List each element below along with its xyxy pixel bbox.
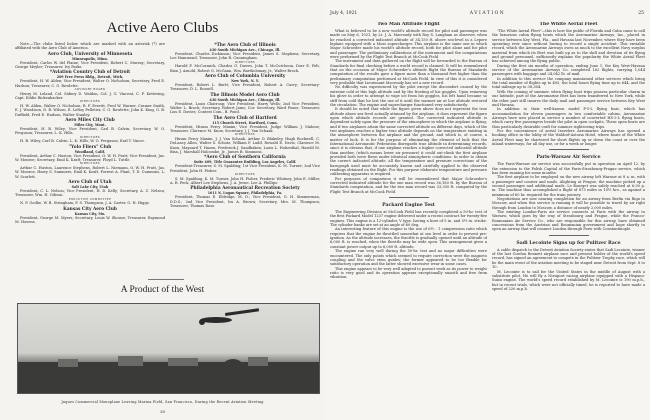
- article-paragraph: Negotiations are now nearing completion for an airway from Berlin via Riga to Moscow, and when this service is running it will be possible to travel by air right through from London to Moscow, a distance of nearly 2,000 miles.: [492, 197, 645, 210]
- club-name: Aero Club of Columbia University: [204, 73, 286, 79]
- page-title: Active Aero Clubs: [106, 20, 219, 36]
- directors-label: DIRECTORS: [234, 173, 256, 177]
- article-paragraph: For the convenience of aerial travelers Aeromarine Airways has opened a booking office in the lobby of the Waldorf-Astoria Hotel, where boats of the White Aerial Fleet may be chartered for short flights up or down the coast or over the inland waterways, for all day use, or for a week or longer.: [492, 128, 645, 146]
- header-magazine: AVIATION: [469, 11, 506, 16]
- club-address: Minneapolis, Minn.: [72, 56, 108, 61]
- board-label: ADVISORY BOARD: [74, 88, 106, 92]
- club-name: The Aero Club of Hartford: [213, 115, 277, 121]
- club-officers: President, Charles Dickinson; Vice President, James S. Stephens; Secretary, Lee Hammond; Treasurer, John R. Cunningham.: [170, 52, 320, 61]
- club-board: Henry M. Leland, Col. Sidney D. Waldon, Col. J. G. Vincent, C. F. Kettering, Capt. Eddie Rickenbacker.: [15, 91, 165, 100]
- article-divider: [389, 197, 429, 198]
- club-name: Philadelphia Aeronautical Recreation Society: [190, 186, 300, 192]
- article-divider: [549, 235, 589, 236]
- article-paragraph: In addition to their well-known model F-5-L flying boat, which has accommodation for eleven passengers in two comfortable cabins, Aeromarine Airways have now placed in service a number of converted HS-2-L flying boats, which carry five passengers beside the pilot in open cockpits. These open boats are thus particularly desirable craft for summer sightseeing trips.: [492, 107, 645, 129]
- club-address: 1611 N. Logan Square, Philadelphia, Pa.: [207, 191, 283, 196]
- club-directors: Hiram Percy Maxim, J. J. Van Schaak, Arthur O. Blakeley, Hugh Rockwell, C. DeLancy Allen, Walter S. Schutz, William F. Ladd, Rowald E. Davis, Clarence M. Knox, Maynard T. Hazen, Frederick J. Sandbaken, Louis L. Hohenthal, Harold M. Bisa, J. Marshall Holcombe, Jr., James B. Simmons.: [170, 136, 320, 154]
- club-officers: President, H. W. Alden; Vice President, Walter O. Nicholson; Secretary, Fred E. Hudson; Treasurer, C. G. Rowlette.: [15, 79, 165, 88]
- club-address: Kansas City, Mo.: [74, 211, 106, 216]
- note: Note.—The clubs listed below which are marked with an asterisk (*) are affiliated with the Aero Club of America.: [15, 42, 165, 51]
- club-officers: President, Carlos W. del Plaine; Vice President, Robert C. Murray; Secretary, George Meyler; Treasurer, Ivy Parks.: [15, 60, 165, 70]
- club-name: The Illinois Model Aero Club: [210, 92, 280, 98]
- directors-label: EXECUTIVE COMMITTEE: [68, 197, 112, 201]
- club-name: *The Aero Club of Illinois: [214, 43, 276, 48]
- article-title: Two Man Altitude Flight: [377, 22, 440, 27]
- header-date: July 4, 1921: [330, 11, 358, 16]
- article-paragraph: In addition to this service the company maintained other services which bring the total number of flights up to 405, the total hours flying time up to 644, and the total mileage up to 38,364.: [492, 76, 645, 90]
- article-paragraph: The Engineering Division at McCook Field has recently completed a 50-hr. test of the first Packard Model 1237 engine delivered under a recent contract for twenty-five engines. This engine is a 12-cylinder, V type, having a bore of 5 in. and 5½ in. stroke. The cylinder banks are set at an angle of 60 deg.: [330, 210, 487, 228]
- page-number: 30: [159, 409, 166, 414]
- club-address: 209 Free Press Bldg., Detroit, Mich.: [56, 75, 124, 80]
- directors-label: DIRECTORS: [79, 135, 101, 139]
- club-officers: President, Hiram Percy Maxim; Vice President, Judge William J. Malone; Treasurer, Clarence M. Knox; Secretary, J. J. Van Schaak.: [170, 124, 320, 134]
- club-address: 115 Church Street, Hartford, Conn.: [212, 120, 278, 125]
- article-title: Paris-Warsaw Air Service: [536, 155, 601, 161]
- article-paragraph: "The White Aerial Fleet"—this is how the public of Florida and Cuba came to call the luxurious cabin flying boats which the Aeromarine Airways, Inc., placed in service between Key West, Fla., and Havana last November, where they have been operating ever since without having to record a single accident. This enviable record, which the Aeromarine Airways owes as much to the excellent Navy surplus material from which its fleet was built up as to the skill and devotion of its flying and ground personnel, sufficiently explains the popularity the White Aerial Fleet has achieved among the flying public.: [492, 29, 645, 64]
- club-address: New York, N. Y.: [231, 78, 259, 83]
- club-name: "Yolo Fliers" Club: [68, 144, 112, 150]
- club-officers: President, Arthur C. Huston; Vice President, O. W. H. Pratt; Vice President, Jas. W. Monroe; Secretary, Emil K. Kraft; Treasurer, Floyd L. Tuttle.: [15, 153, 165, 162]
- header-page-number: 25: [638, 11, 644, 16]
- article-paragraph: During the first six months of operation, ending June 1, the Key West-Havana service of the Aeromarine Airways Co. completed 162 flights, carrying 1,044 passengers with baggage and 24,042 lb. of mail.: [492, 63, 645, 77]
- club-directors: H. B. Wiley, Carl B. Calvin, L. K. Hills, W. O. Ferguson, Earl T. Vance.: [20, 139, 145, 144]
- club-address: Miles City, Mont.: [74, 122, 106, 127]
- club-name: Aero Club of Utah: [68, 179, 112, 185]
- club-officers: President, Thomas E. Eldridge, M. D.; Vice President, G. H. Simmerman, D.D.S.; 2nd Vice President, Ira A. Brown; Secretary, Mrs. M. Thompson; Treasurer, Thomas Rose.: [170, 195, 320, 208]
- article-paragraph: M. Lecointe is to sail for the United States in the middle of August with a substitute pilot. He will fly a Nieuport racing airplane equipped with a Hispano-Suiza engine. The world's speed record established by M. Lecointe is 190 m.p.h., but in recent trials, which were not officially timed, he is reported to have made a speed of 220 m.p.h.: [492, 269, 645, 291]
- article-paragraph: A cable dispatch to the Detroit Aviation Society states that Sadi Lecointe, winner of the last Gordon Bennett airplane race and present holder of the world's speed record, has signed an agreement to compete in the Pulitzer Trophy race, which will be the main event of the aviation meeting to be staged near Detroit from Sept. 8 to 10.: [492, 247, 645, 270]
- article-paragraph: The engine ran very well during the 50-hr. test and no major difficulties were encountered. The only points which seemed to require correction were the magneto coupling and the valve stem guides; the former appeared to be too flexible for satisfactory operation and the latter showed excessive wear in some cases.: [330, 249, 487, 267]
- article-paragraph: What is believed to be a new world's altitude record for pilot and passenger was made on May 6, 1921, by Lt. J. A. Macready with Roy S. Langham as observer, when he reached a corrected indicated altitude of 34,150 ft. above sea-level in a Lepere biplane equipped with a Moss supercharger. This airplane is the same one in which Major Schroeder made his world's altitude record, both for pilot alone and for pilot and passenger. The preliminary calibrations of the instrument and the computations were performed by the Flight Test Branch at McCook Field.: [330, 29, 487, 60]
- club-officers: President, Robert L. Burtt; Vice President, Robert A. Curry; Secretary-Treasurer, D. L. Russell.: [170, 82, 320, 92]
- club-address: 430 South Michigan Ave., Chicago, Ill.: [209, 48, 281, 52]
- monoplane-photo: [17, 303, 320, 394]
- article-paragraph: It should be noted that while the figure given above does not represent the true altitude above sea-level actually attained by the airplane, it does represent the figure upon which altitude records are granted. The corrected indicated altitude is dependent solely upon the pressure of the atmosphere in which the airplane is flying, and if two airplanes attain the same corrected altitude on different days, which of the two airplanes reaches a higher true altitude depends on the temperature existing in the atmosphere between the airplane and the ground, and which is, of course, a matter of luck. It is for the purpose of eliminating the element of luck that the International Aeronautic Federation disregards true altitude in determining records, since it is obvious that, if one airplane reaches a higher corrected indicated altitude than another, (which means lower air pressure) it could out-climb the first airplane provided both were flown under identical atmospheric conditions. In order to obtain the correct indicated altitude, all the temperature and pressure corrections of the barograph used must be accurately known and carefully applied to the observed readings obtained on the flight. For this purpose elaborate temperature and pressure calibrating apparatus is required.: [330, 107, 487, 177]
- club-officers: President, George M. Myers; Secretary, Louis W. Shouse; Treasurer, Raymond M. Havens.: [15, 215, 165, 224]
- club-directors: N. F. Godbe, W. B. Stringham, F. S. Thompson, J. A. Carter, G. H. Higgs.: [20, 201, 150, 206]
- club-directors: Arthur C. Huston, Laurence Stephens, Robert L. Niemann, O. W. H. Pratt, Jas. W. Monroe, Harry S. Summers, Emil K. Kraft, Forrest A. Plant, T. D. Cummins, L. W. Scarlett.: [15, 165, 165, 179]
- club-name: Aero Club, University of Minnesota: [47, 51, 133, 57]
- article-title: Sadi Lecointe Signs up for Pulitzer Race: [516, 240, 621, 246]
- club-directors: H. W. Alden, Walter O. Nicholson, R. F. Everitt, Fred W. Warner, Cramer Smith, E. J. Woodison, D. B. Wilson, E. LeRoy Pelletier, C. G. Rowlette, John K. King, G. B. Duffield, Fred E. Hudson, Walter Stanley.: [15, 103, 165, 117]
- club-officers: President, C. L. Nelson; Vice President, H. D. Kelly; Secretary, A. C. Nelson; Treasurer, Wm. H. Gibson.: [15, 188, 165, 198]
- article-column-1: [330, 22, 487, 407]
- article-paragraph: For purposes of comparison it will be remembered that Major Schroeder's corrected indicated altitude for the one man record was 36,180 ft. by the Bureau of Standards computation, and for the two man record was 33,350 ft. computed by the Flight Test Branch at McCook Field.: [330, 176, 487, 194]
- right-page: [325, 0, 650, 420]
- article-title: Packard Engine Test: [382, 203, 435, 209]
- directors-label: DIRECTORS: [234, 133, 256, 137]
- article-divider: [549, 149, 589, 150]
- club-directors: S. M. Spalding, K. M. Turner, John H. Fisher, Frederic Whitney, John E. Miller, A. R. Peck, Albert Lee Stephens, J. A. Jevne, Lee A. Phillips.: [170, 176, 320, 185]
- article-paragraph: The Paris-Warsaw air service was successfully put in operation on April 12, by the extension to the Polish Capital of the Paris-Strasbourg-Prague service, which has been running for some months.: [492, 162, 645, 175]
- club-officers: President, Louis Chatroop; Vice President, Harry Wells; 2nd Vice President, Walter L. Brock; Secretary, Robert Jams; Cor. Secretary, Ward Pease; Treasurer, Liss E. Davies; Contest Com., B. Pond.: [170, 101, 320, 115]
- article-title: The White Aerial Fleet: [539, 22, 598, 27]
- section-title: A Product of the West: [120, 285, 205, 295]
- photo-caption: Jaques Commercial Monoplane Leaving Marina Field, San Francisco, During the Recent Aviation Meeting: [61, 400, 264, 404]
- article-paragraph: With the coming of summer, when flying boat trips possess particular charm in our latitude, part of the Aeromarine fleet has been transferred to New York, while the other part still insures the daily mail and passenger service between Key West and Havana.: [492, 89, 645, 107]
- article-paragraph: This engine appears to be very well adapted to pursuit work as its power to weight ratio is very good and its operation appears exceptionally smooth and free from vibration.: [330, 266, 487, 280]
- club-name: Aero Miles City Club: [65, 117, 115, 123]
- clubs-column-2: [170, 42, 320, 278]
- article-paragraph: The existing London-Paris air service connects at Paris with the airway to Warsaw, which goes by the way of Strasbourg and Prague, while the Franco-Roumanian Air Service Co., who are responsible for this airway, have obtained concessions from the Austrian and Roumanian government and hope shortly to open an airway that will connect London through Paris with Constantinople.: [492, 210, 645, 232]
- article-paragraph: No difficulty was experienced by the pilot except the discomfort caused by the extreme cold at this high altitude and by the frosting of his goggles. Upon removing his glove in order to attempt to wipe ice from his goggles, his left hand became so stiff from cold that he lost the use of it until the warmer air at low altitude restored the circulation. The engine and supercharger functioned very satisfactorily.: [330, 85, 487, 107]
- club-address: Woodland, Calif.: [74, 149, 106, 154]
- club-address: Suite 409, Title Guarantee Building, Los Angeles, Calif.: [193, 160, 297, 165]
- article-paragraph: The instrument and data gathered on the flight will be forwarded to the Bureau of Standards for final checking before a world record is claimed. It will be remembered that on the occasion of Major Schroeder's altitude flight the Bureau of Standards computation of the results gave a figure more than a thousand feet higher than the preliminary computation performed at McCook Field. In view of this it is considered very probable that Lieutenant Macready has set a new record.: [330, 59, 487, 86]
- club-address: Salt Lake City, Utah: [71, 184, 109, 189]
- airplane-crowd-image: [18, 304, 319, 393]
- clubs-column-1: [15, 42, 165, 278]
- article-column-2: [492, 22, 645, 407]
- directors-label: DIRECTORS: [79, 162, 101, 166]
- club-name: *Aero Club of Southern California: [204, 155, 286, 161]
- club-name: *Aviation Country Club of Detroit: [49, 70, 131, 76]
- directors-label: DIRECTORS: [234, 60, 256, 64]
- article-paragraph: The first airplane to be employed on the new airway left Warsaw at 8 a. m. with a passenger and courier and mails. Alighting at Prague, the machine picked up a second passenger and additional mails. Le Bourget was safely reached at 6:30 p. m. The machine thus accomplished a flight of 875 miles in 10½ hrs., as against a minimum of 60 hr. required for the train journey.: [492, 175, 645, 197]
- divider: [148, 279, 184, 280]
- club-directors: Harold F. McCormick, Charles G. Dawes, John T. McCutcheon, Dorr E. Felt, Bion J. Arnold, Robert G. McGann, Wm. Bartholomay, Jr., Walter Brock.: [170, 64, 320, 73]
- club-name: Kansas City Aero Club: [63, 206, 117, 212]
- club-officers: President-Treasurer, S. M. Spalding; 1st Vice President, K. M. Turner; 2nd Vice President, John H. Fisher.: [170, 164, 320, 173]
- directors-label: DIRECTORS: [79, 100, 101, 104]
- club-address: 430 South Michigan Ave., Chicago, Ill.: [209, 97, 281, 102]
- club-officers: President, H. B. Wiley; Vice President, Carl B. Calvin; Secretary, W. O. Ferguson; Treasurer, L. K. Hills.: [15, 126, 165, 136]
- article-paragraph: An interesting feature of this engine is the use of 6½ : 1 compression ratio which requires that the engine be throttled somewhat at sea level in order to prevent pre-ignition. As the altitude increases, the throttle is gradually opened until an altitude of 6,000 ft. is reached, when the throttle may be wide open. This arrangement gives a constant power output up to 6,000 ft. altitude.: [330, 227, 487, 249]
